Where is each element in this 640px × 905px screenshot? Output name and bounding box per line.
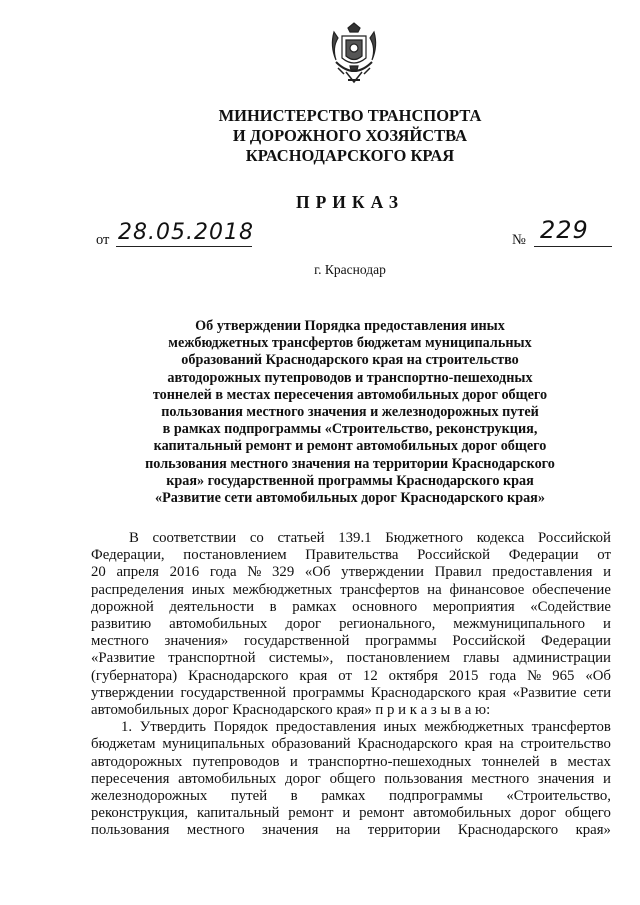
body-word: «Об (304, 564, 331, 581)
body-word: в (290, 788, 298, 805)
body-word: дорог (285, 770, 321, 787)
body-line (91, 668, 611, 685)
order-number: 229 (540, 216, 589, 244)
body-word: иных (191, 581, 225, 598)
body-line (91, 702, 611, 719)
body-word: от (597, 547, 611, 564)
body-word: кодекса (476, 530, 525, 546)
subject-line: пользования местного значения на территории Краснодарского (145, 455, 555, 472)
body-line (91, 564, 611, 581)
body-word: «Развитие (512, 684, 577, 701)
subject-line: капитальный ремонт и ремонт автомобильных дорог общего (153, 438, 547, 455)
body-word: дорожной (91, 598, 154, 615)
body-word: года (489, 667, 517, 684)
body-word: края» (575, 822, 611, 839)
body-line (91, 805, 611, 822)
body-word: финансовое (449, 581, 525, 598)
body-word: государственной (180, 684, 287, 701)
order-title: ПРИКАЗ (295, 192, 405, 212)
body-line (91, 547, 611, 564)
body-word: № (527, 667, 542, 684)
date-underline (116, 246, 252, 247)
body-word: местного (186, 822, 245, 839)
body-word: трансфертов (340, 581, 420, 598)
body-word: деятельности (169, 598, 255, 615)
body-word: межмуниципального (453, 616, 586, 633)
body-word: Краснодарского (370, 684, 472, 701)
number-prefix: № (512, 232, 526, 248)
body-word: межбюджетных (424, 719, 524, 736)
body-word: Российской (538, 530, 611, 546)
subject-line: образований Краснодарского края на строительство (181, 352, 519, 369)
body-word: постановлением (346, 650, 450, 667)
body-word: пользования (384, 770, 463, 787)
body-word: Правительства (305, 547, 399, 564)
subject-line: тоннелей в местах пересечения автомобильных дорог общего (152, 386, 548, 403)
subject-line: автодорожных путепроводов и транспортно-пешеходных (167, 369, 533, 386)
body-word: пользования (91, 822, 170, 839)
body-word: и (603, 616, 611, 633)
body-word: пересечения (91, 770, 170, 787)
body-word: Утвердить (139, 719, 207, 736)
body-word: предоставления (492, 564, 593, 581)
order-date: 28.05.2018 (118, 220, 254, 245)
body-line (91, 633, 611, 650)
body-word: межбюджетных (232, 581, 333, 598)
body-word: Федерации (508, 547, 579, 564)
body-line (91, 788, 611, 805)
body-word: на (499, 736, 514, 753)
ministry-line: КРАСНОДАРСКОГО КРАЯ (245, 146, 455, 165)
body-word: ремонт (288, 805, 334, 822)
body-word: соответствии (152, 530, 237, 546)
body-word: «Строительство, (506, 788, 611, 805)
body-word: «Об (585, 667, 611, 684)
ministry-name (150, 106, 550, 166)
order-date-number-row (96, 216, 616, 252)
body-word: 20 (91, 564, 106, 581)
body-word: рамках (321, 788, 366, 805)
body-line (91, 650, 611, 667)
body-word: строительство (520, 736, 611, 753)
body-word: общего (329, 770, 376, 787)
body-word: путей (230, 788, 268, 805)
body-word: иных (383, 719, 417, 736)
body-word: местного (91, 633, 149, 650)
body-word: Бюджетного (385, 530, 464, 546)
body-word: Краснодарского (357, 736, 458, 753)
body-word: автомобильных (178, 770, 277, 787)
ministry-line: МИНИСТЕРСТВО ТРАНСПОРТА (218, 106, 482, 125)
body-word: ремонт (359, 805, 405, 822)
body-word: трансфертов (531, 719, 611, 736)
body-word: края (464, 736, 493, 753)
body-word: В (129, 530, 139, 546)
body-word: на (427, 581, 442, 598)
body-word: тоннелей (481, 753, 540, 770)
body-word: железнодорожных (91, 788, 208, 805)
body-word: 965 (552, 667, 575, 684)
body-word: местах (567, 753, 611, 770)
body-word: постановлением (183, 547, 287, 564)
date-prefix: от (96, 232, 110, 248)
body-word: 1. (121, 719, 133, 736)
body-word: транспортной (168, 650, 256, 667)
subject-line: межбюджетных трансфертов бюджетам муниципальных (168, 335, 532, 352)
body-word: мероприятия (432, 598, 515, 615)
city: г. Краснодар (314, 262, 386, 277)
body-line (91, 530, 611, 547)
body-word: значения (262, 822, 319, 839)
body-word: бюджетам (91, 736, 156, 753)
body-word: в (550, 753, 558, 770)
body-word: Краснодарского (457, 822, 559, 839)
ministry-line: И ДОРОЖНОГО ХОЗЯЙСТВА (232, 126, 468, 145)
body-word: 2016 (169, 564, 200, 581)
body-word: обеспечение (532, 581, 611, 598)
body-word: транспортно-пешеходных (308, 753, 472, 770)
body-word: программы (292, 684, 365, 701)
body-word: автодорожных (91, 753, 183, 770)
body-line (91, 736, 611, 753)
body-word: автомобильных (413, 805, 512, 822)
body-word: 139.1 (338, 530, 372, 546)
body-word: утверждении (91, 684, 174, 701)
body-word: общего (564, 805, 611, 822)
order-subject (110, 318, 590, 507)
body-word: территории (367, 822, 441, 839)
body-word: утверждении (341, 564, 424, 581)
body-word: образований (271, 736, 351, 753)
subject-line: в рамках подпрограммы «Строительство, реконструкция, (162, 421, 538, 438)
body-word: государственной (244, 633, 350, 650)
body-word: № (247, 564, 262, 581)
body-word: главы (463, 650, 500, 667)
body-word: распределения (91, 581, 184, 598)
order-body (91, 530, 611, 840)
body-line (91, 771, 611, 788)
body-word: муниципальных (162, 736, 265, 753)
body-text: автомобильных дорог Краснодарского края» п р и к а з ы в а ю: (91, 702, 491, 719)
body-word: края (299, 667, 328, 684)
body-word: 329 (272, 564, 295, 581)
body-line (91, 754, 611, 771)
body-word: апреля (116, 564, 159, 581)
body-word: года (209, 564, 237, 581)
body-word: автомобильных (169, 616, 268, 633)
body-word: значения (537, 770, 595, 787)
body-word: путепроводов (192, 753, 280, 770)
body-word: дорог (285, 616, 322, 633)
body-word: развитию (91, 616, 152, 633)
coat-of-arms-icon (328, 22, 380, 88)
body-line (91, 616, 611, 633)
body-word: на (335, 822, 351, 839)
body-word: основного (352, 598, 418, 615)
body-line (91, 599, 611, 616)
body-word: Федерации (541, 633, 611, 650)
body-word: местного (471, 770, 530, 787)
body-word: Федерации, (91, 547, 165, 564)
body-word: администрации (512, 650, 611, 667)
number-underline (534, 246, 612, 247)
body-word: Российской (417, 547, 491, 564)
body-word: и (342, 805, 351, 822)
subject-line: края» государственной программы Краснодарского края (166, 472, 534, 489)
subject-line: пользования местного значения и железнодорожных путей (161, 404, 539, 421)
body-word: подпрограммы (388, 788, 483, 805)
body-word: 2015 (448, 667, 479, 684)
body-word: «Содействие (530, 598, 611, 615)
body-word: 12 (362, 667, 378, 684)
body-word: Правил (434, 564, 482, 581)
body-word: рамках (292, 598, 337, 615)
body-word: и (603, 564, 611, 581)
body-word: капитальный (196, 805, 280, 822)
body-word: значения» (164, 633, 229, 650)
body-word: системы», (268, 650, 334, 667)
body-word: дорог (520, 805, 557, 822)
body-word: Порядок (213, 719, 269, 736)
body-word: от (338, 667, 352, 684)
body-word: сети (583, 684, 611, 701)
body-word: октября (388, 667, 438, 684)
body-line (91, 822, 611, 839)
body-word: и (289, 753, 298, 770)
body-word: регионального, (339, 616, 436, 633)
body-word: статьей (277, 530, 325, 546)
body-word: программы (365, 633, 437, 650)
body-line (91, 582, 611, 599)
body-word: Краснодарского (188, 667, 289, 684)
body-word: и (603, 770, 611, 787)
body-word: предоставления (275, 719, 376, 736)
body-word: реконструкция, (91, 805, 189, 822)
body-word: в (269, 598, 277, 615)
body-word: (губернатора) (91, 667, 178, 684)
subject-line: Об утверждении Порядка предоставления иных (195, 318, 505, 334)
body-word: «Развитие (91, 650, 155, 667)
body-word: края (477, 684, 506, 701)
body-line (91, 685, 611, 702)
body-word: со (249, 530, 264, 546)
body-word: Российской (452, 633, 526, 650)
subject-line: «Развитие сети автомобильных дорог Краснодарского края» (155, 490, 545, 507)
body-line (91, 719, 611, 736)
